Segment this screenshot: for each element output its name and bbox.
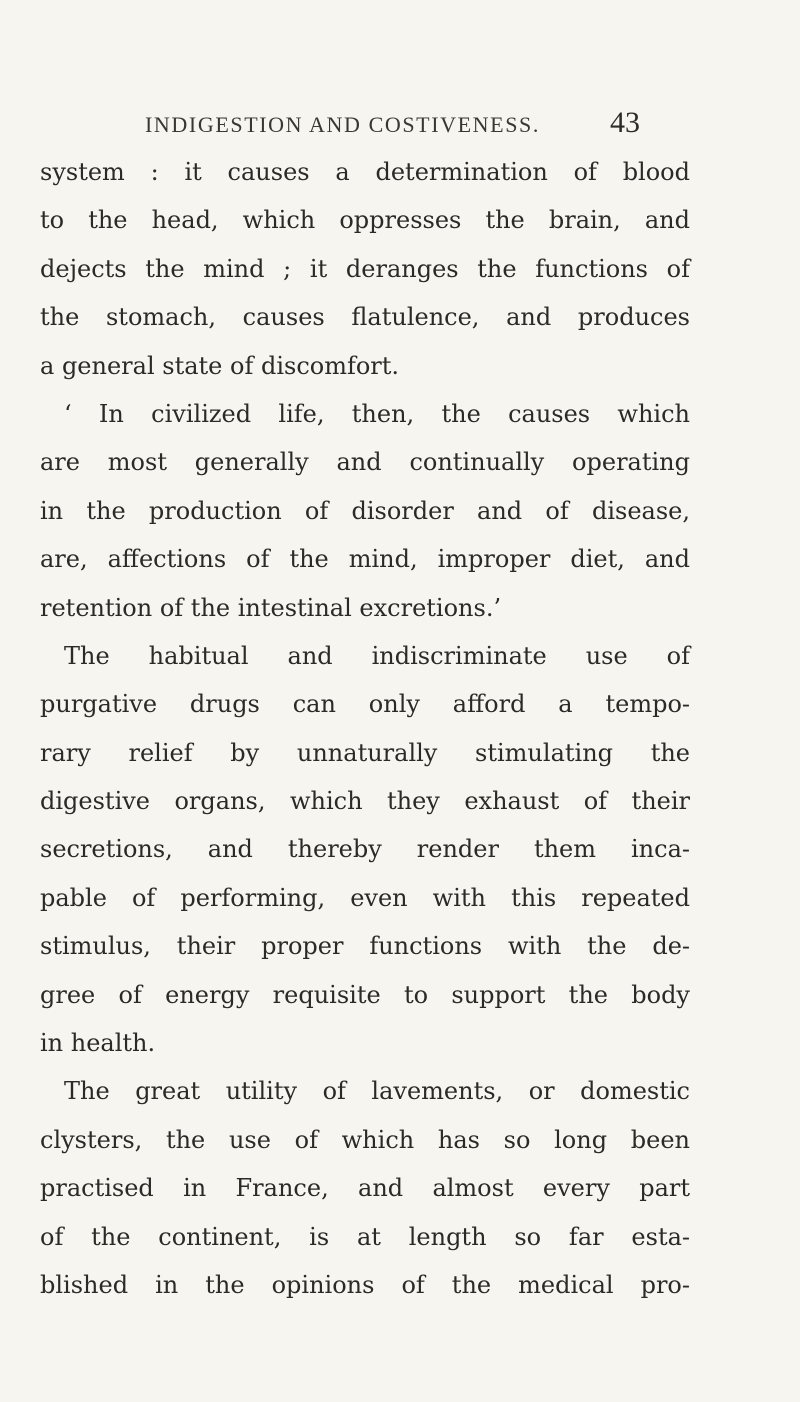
body-text [40, 148, 690, 1309]
text-line: blished in the opinions of the medical pro- [40, 1270, 690, 1299]
text-line: the stomach, causes flatulence, and produces [40, 303, 690, 332]
text-line: purgative drugs can only afford a tempo- [40, 690, 690, 719]
text-line: pable of performing, even with this repeated [40, 883, 690, 912]
text-line: in health. [40, 1029, 156, 1058]
text-line: in the production of disorder and of disease, [40, 496, 690, 525]
text-line: dejects the mind ; it deranges the functions of [40, 254, 690, 283]
text-line: to the head, which oppresses the brain, and [40, 206, 690, 235]
running-head [0, 106, 800, 146]
text-line: The great utility of lavements, or domestic [64, 1077, 690, 1106]
text-line: secretions, and thereby render them inca- [40, 835, 690, 864]
text-line: are, affections of the mind, improper diet, and [40, 545, 690, 574]
text-line: of the continent, is at length so far esta- [40, 1222, 690, 1251]
running-title: INDIGESTION AND COSTIVENESS. [145, 112, 540, 137]
text-line: retention of the intestinal excretions.’ [40, 593, 502, 622]
text-line: rary relief by unnaturally stimulating the [40, 738, 690, 767]
text-line: stimulus, their proper functions with the de- [40, 932, 690, 961]
text-line: digestive organs, which they exhaust of their [40, 787, 690, 816]
text-line: system : it causes a determination of blood [40, 158, 690, 186]
text-line: gree of energy requisite to support the body [40, 980, 690, 1009]
text-line: practised in France, and almost every part [40, 1174, 690, 1203]
text-line: a general state of discomfort. [40, 351, 400, 380]
text-line: are most generally and continually operating [40, 448, 690, 477]
text-line: The habitual and indiscriminate use of [64, 641, 690, 670]
page-number: 43 [610, 106, 640, 139]
text-line: ‘ In civilized life, then, the causes which [64, 399, 690, 428]
text-line: clysters, the use of which has so long been [40, 1125, 690, 1154]
